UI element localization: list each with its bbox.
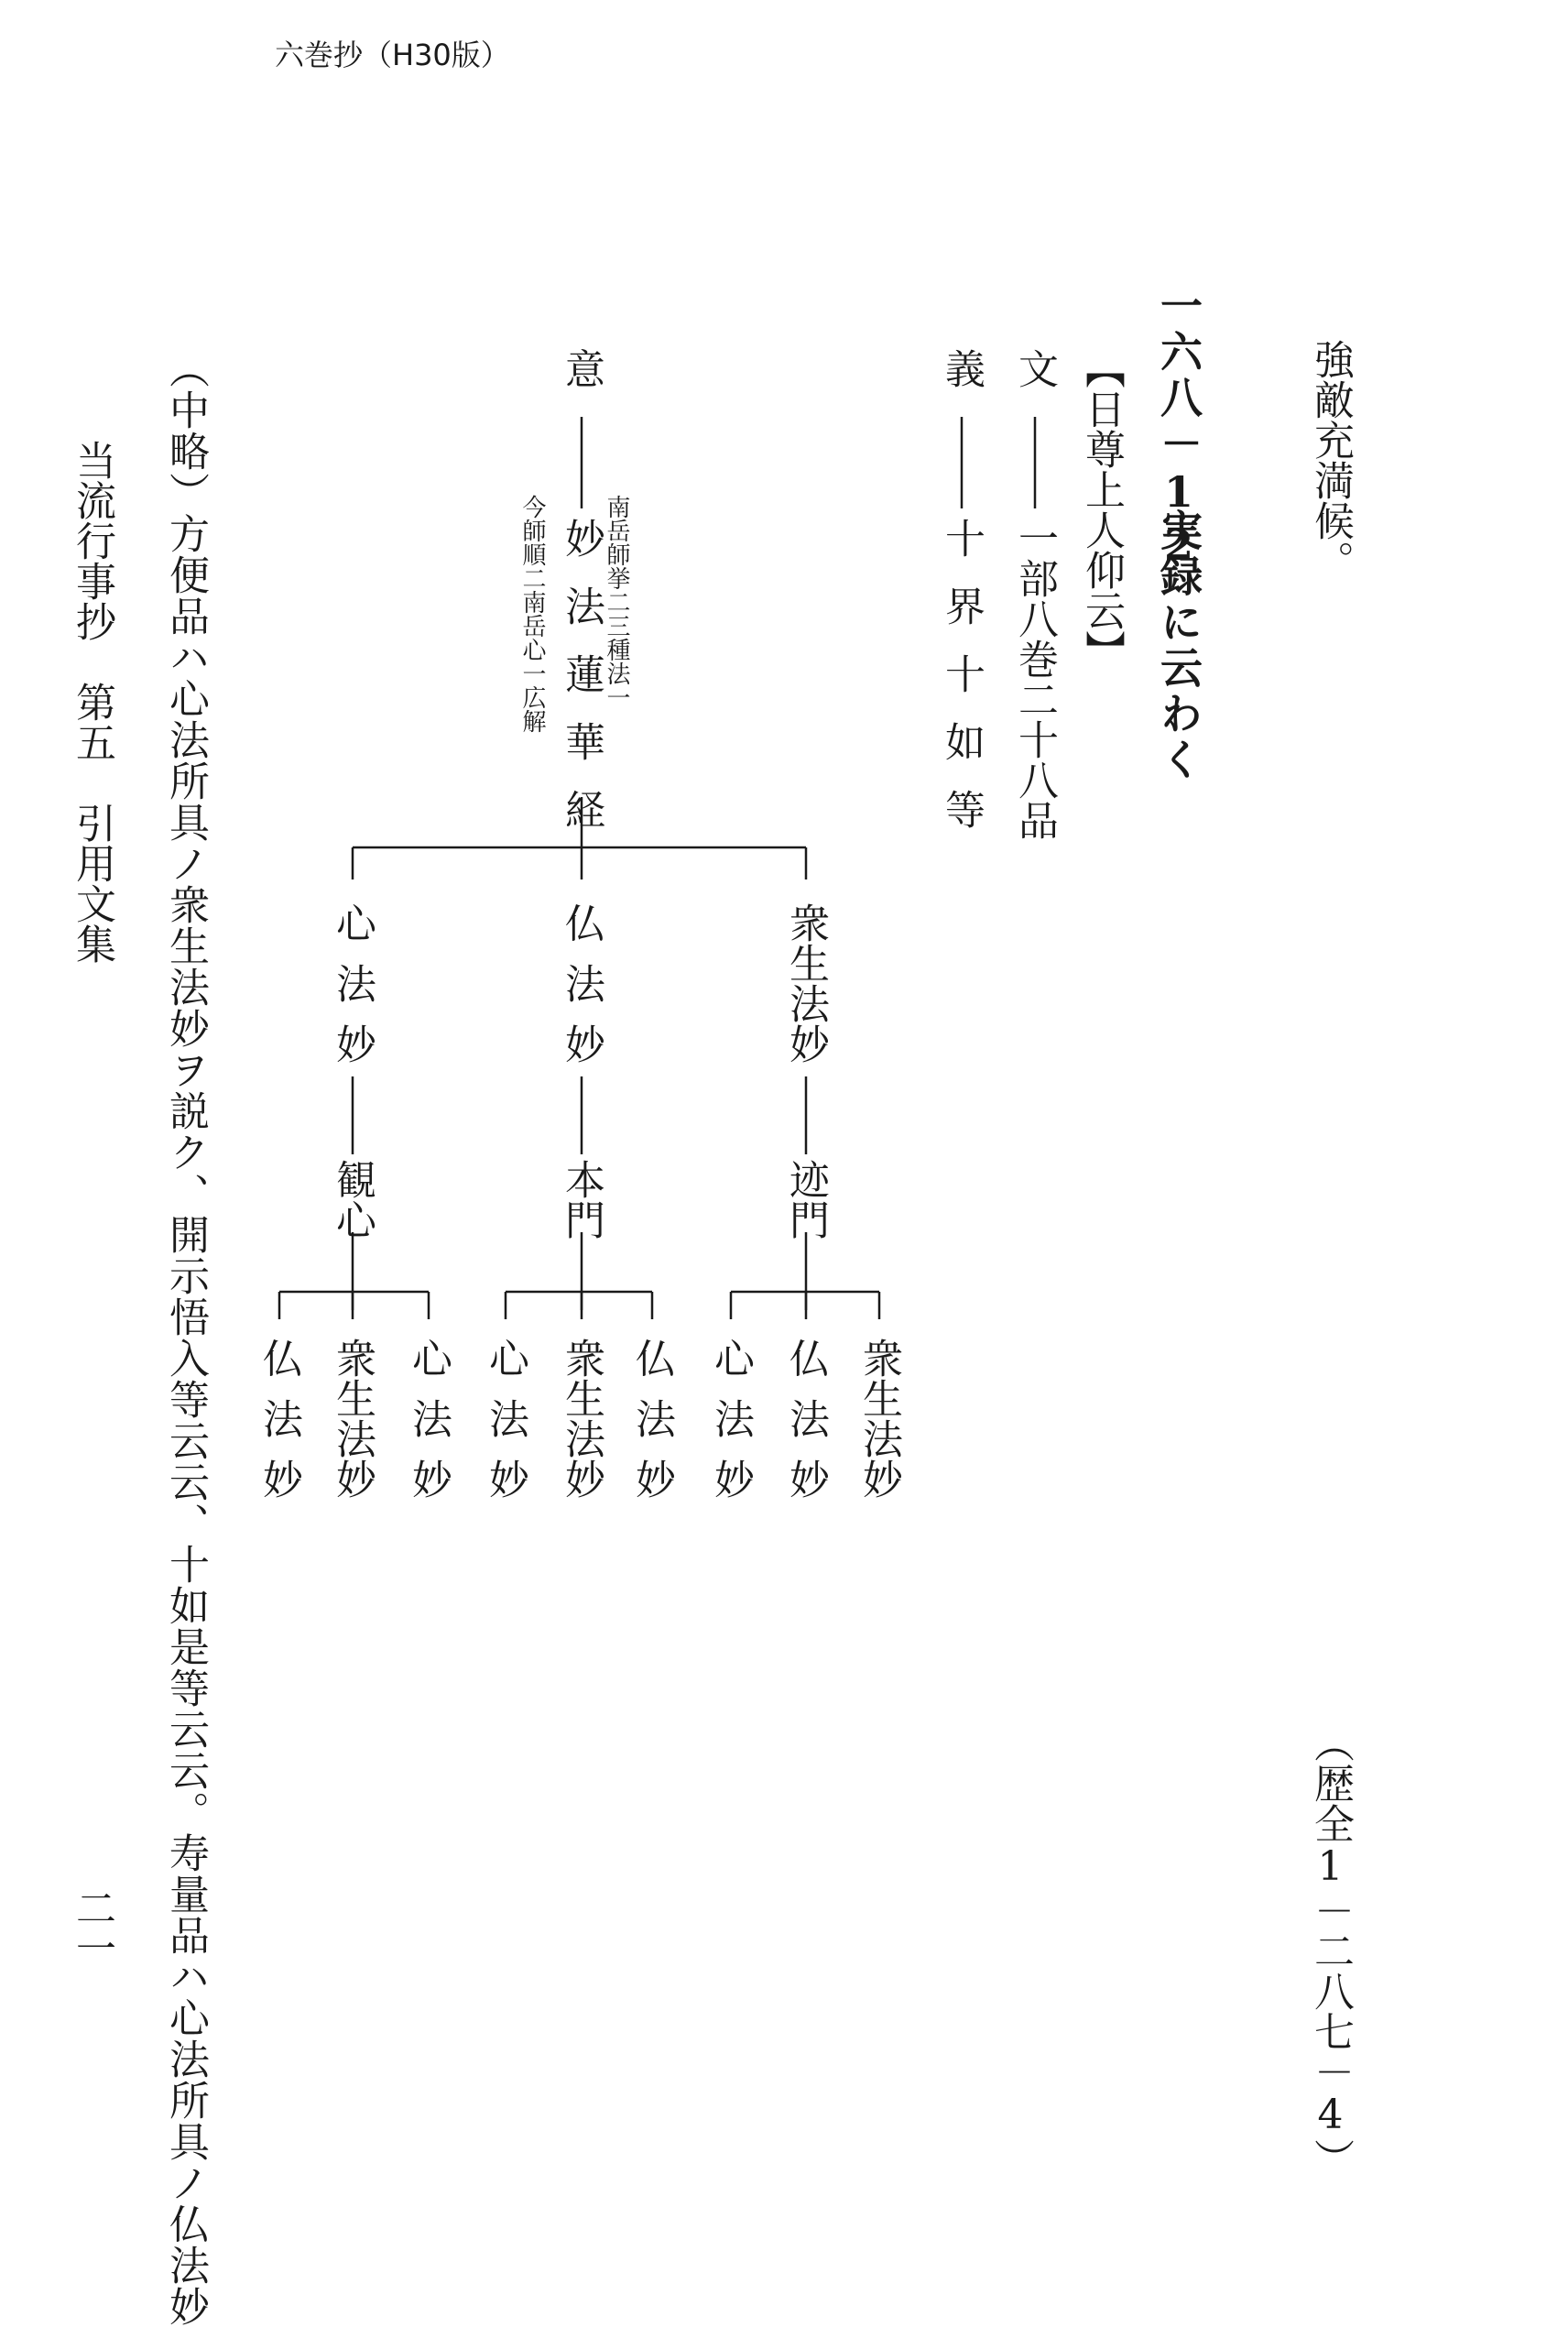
bun-label: 文	[1011, 348, 1058, 388]
leaf-2-3: 心法妙	[482, 1338, 528, 1519]
leaf-3-3: 仏法妙	[256, 1338, 302, 1519]
gi-value: 十界十如等	[938, 518, 985, 857]
annotation-2: 今師順二南岳心一広解	[518, 495, 546, 733]
citation: （歴全1－二八七－4）	[1307, 1722, 1354, 2179]
leaf-2-1: 仏法妙	[628, 1338, 675, 1519]
branch-top-2: 仏法妙	[558, 902, 604, 1084]
footer-title: 当流行事抄 第五 引用文集	[69, 440, 115, 964]
leaf-1-3: 心法妙	[707, 1338, 754, 1519]
leaf-1-2: 仏法妙	[782, 1338, 829, 1519]
branch-gate-3: 観心	[329, 1159, 376, 1240]
branch-gate-1: 迹門	[782, 1159, 829, 1240]
i-label: 意	[558, 348, 604, 388]
leaf-1-1: 衆生法妙	[855, 1338, 902, 1499]
page-header: 六巻抄（H30版）	[275, 38, 510, 72]
text-line-1: 強敵充満候。	[1307, 339, 1354, 581]
heading-number: 一六八－12	[1154, 284, 1203, 574]
bracket-note: 【日尊上人仰云】	[1078, 348, 1125, 671]
page-number: 二一	[69, 1887, 115, 1968]
annotation-1: 南岳師挙二三種法一	[603, 495, 630, 709]
leaf-3-2: 衆生法妙	[329, 1338, 376, 1499]
sutra-title: 妙法蓮華経	[558, 518, 604, 857]
bun-value: 一部八巻二十八品	[1011, 518, 1058, 840]
gi-label: 義	[938, 348, 985, 388]
branch-top-3: 心法妙	[329, 902, 376, 1084]
branch-gate-2: 本門	[558, 1159, 604, 1240]
branch-top-1: 衆生法妙	[782, 902, 829, 1064]
body-text: （中略）方便品ハ心法所具ノ衆生法妙ヲ説ク、開示悟入等云云、十如是等云云。寿量品ハ心法所具ノ仏法妙	[162, 348, 209, 2327]
leaf-3-1: 心法妙	[405, 1338, 452, 1519]
leaf-2-2: 衆生法妙	[558, 1338, 604, 1499]
heading-title: 実録に云わく	[1154, 508, 1203, 783]
